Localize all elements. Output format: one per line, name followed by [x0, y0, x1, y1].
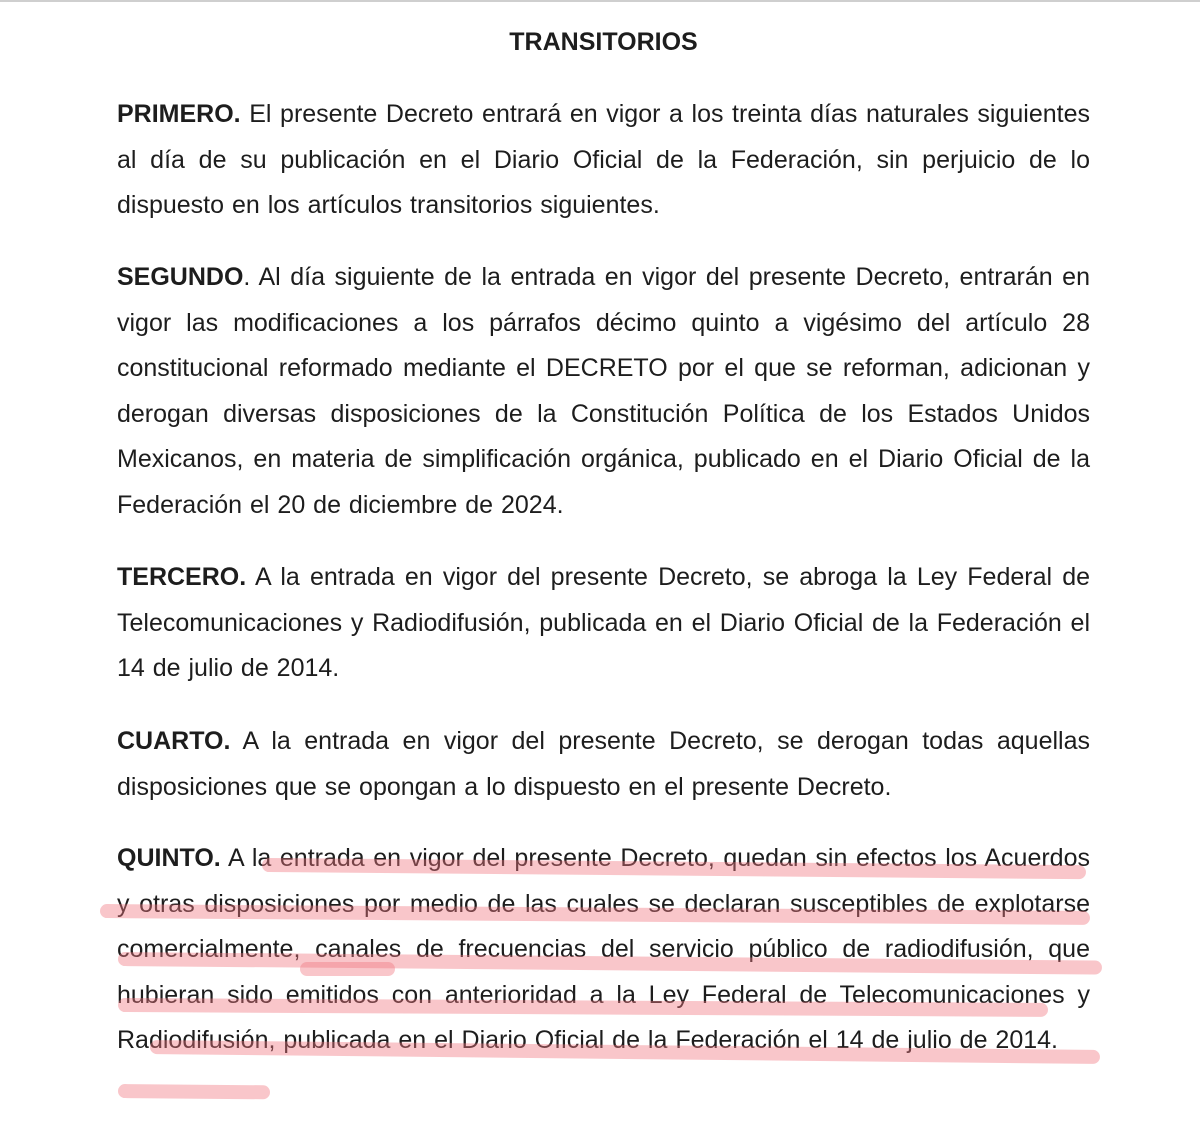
article-text: A la entrada en vigor del presente Decreto, se abroga la Ley Federal de Telecomunicaciones y Radiodifusión, publicada en el Diario Oficial de la Federación el 14 de julio de 2014. — [117, 563, 1090, 683]
article-text: El presente Decreto entrará en vigor a los treinta días naturales siguientes al día de su publicación en el Diario Oficial de la Federación, sin perjuicio de lo dispuesto en los artículos transitorios siguientes. — [117, 100, 1090, 220]
article-heading: PRIMERO. — [117, 100, 241, 128]
document-title: TRANSITORIOS — [509, 28, 698, 56]
highlight-stroke — [118, 1084, 270, 1099]
article-heading: TERCERO. — [117, 563, 247, 591]
article-cuarto — [117, 719, 1090, 810]
article-primero — [117, 92, 1090, 229]
article-text: A la entrada en vigor del presente Decreto, quedan sin efectos los Acuerdos y otras disposiciones por medio de las cuales se declaran susceptibles de explotarse comercialmente, canales de frecuencias del servicio público de radiodifusión, que hubieran sido emitidos con anterioridad a la Ley Federal de Telecomunicaciones y Radiodifusión, publicada en el Diario Oficial de la Federación el 14 de julio de 2014. — [117, 844, 1090, 1055]
article-tercero — [117, 555, 1090, 692]
article-text: . Al día siguiente de la entrada en vigor del presente Decreto, entrarán en vigor las modificaciones a los párrafos décimo quinto a vigésimo del artículo 28 constitucional reformado mediante el DECRETO por el que se reforman, adicionan y derogan diversas disposiciones de la Constitución Política de los Estados Unidos Mexicanos, en materia de simplificación orgánica, publicado en el Diario Oficial de la Federación el 20 de diciembre de 2024. — [117, 263, 1090, 519]
article-text: A la entrada en vigor del presente Decreto, se derogan todas aquellas disposiciones que se opongan a lo dispuesto en el presente Decreto. — [117, 727, 1090, 801]
top-border — [0, 0, 1200, 2]
article-heading: SEGUNDO — [117, 263, 244, 291]
article-quinto — [117, 836, 1090, 1064]
article-heading: CUARTO. — [117, 727, 231, 755]
article-segundo — [117, 255, 1090, 529]
article-heading: QUINTO. — [117, 844, 221, 872]
